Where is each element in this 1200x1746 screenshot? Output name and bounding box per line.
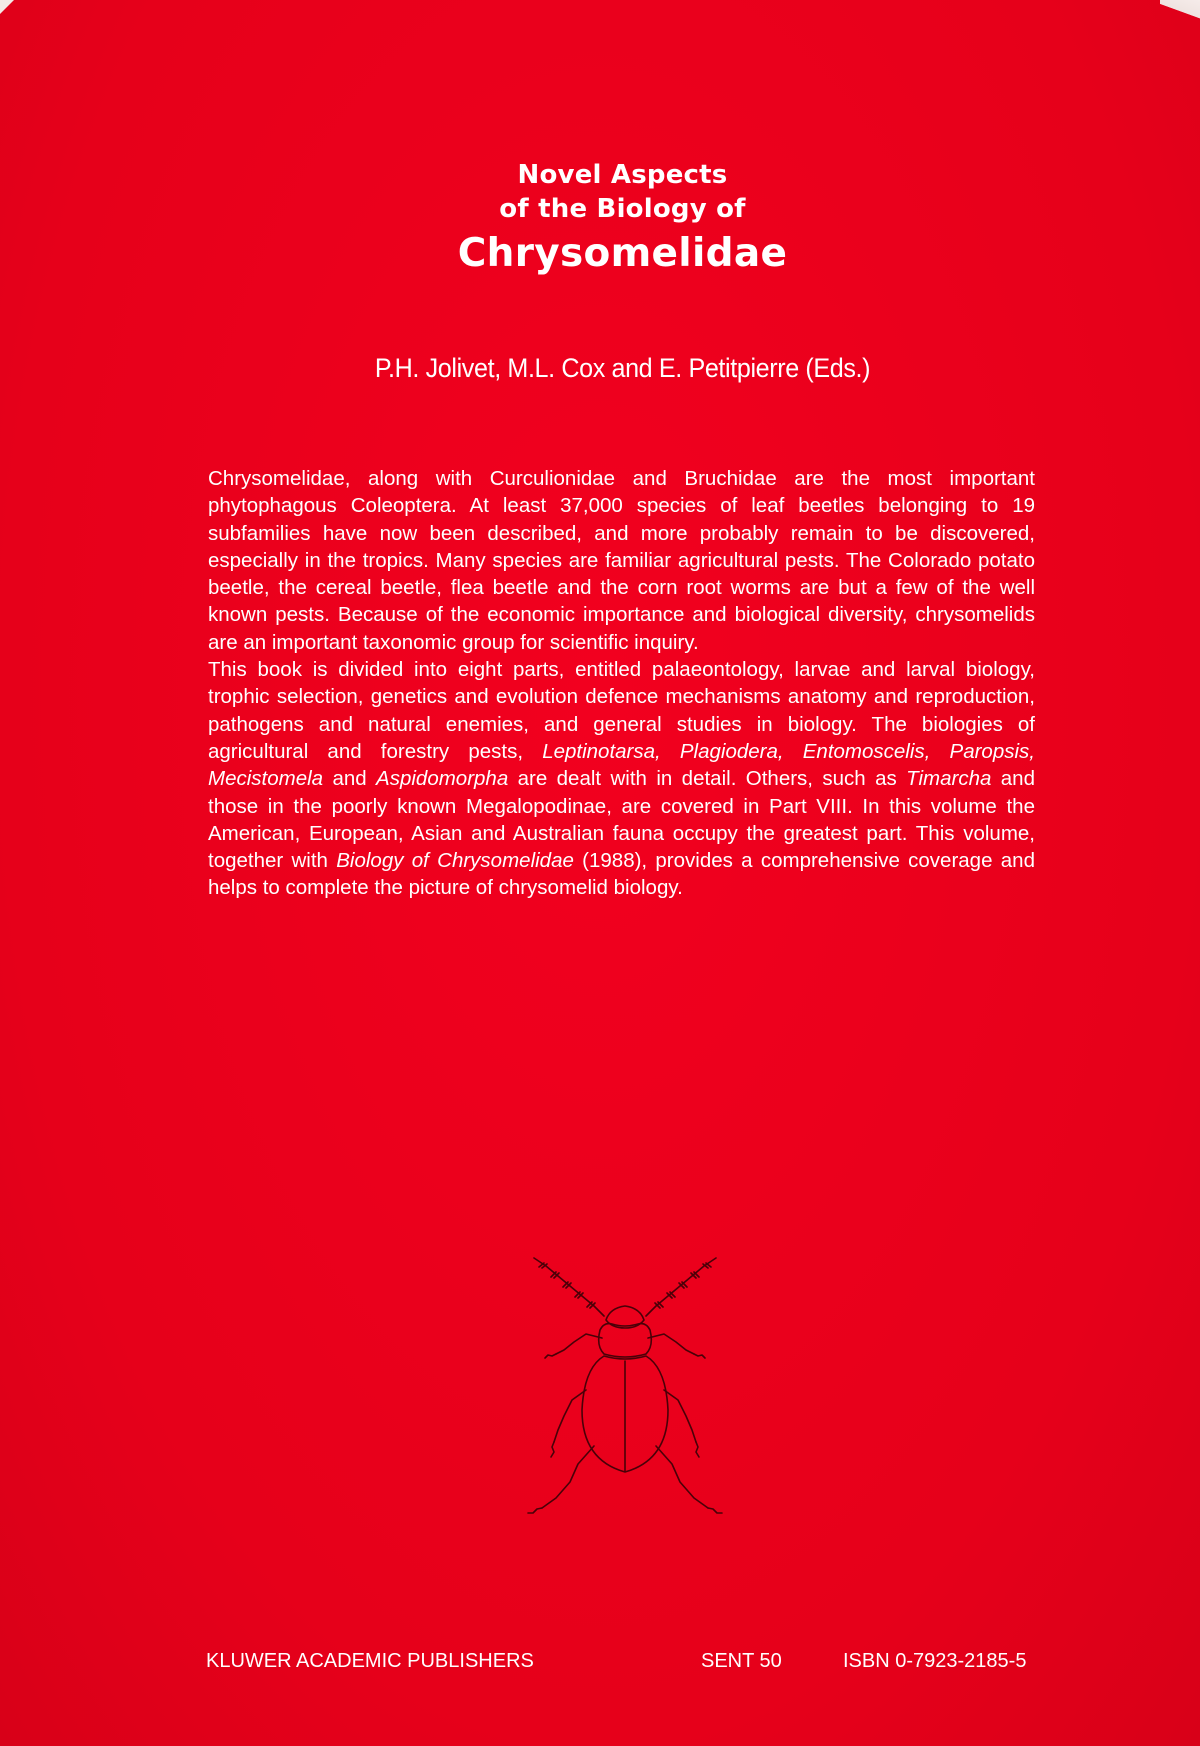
footer xyxy=(0,1648,1200,1674)
blurb-p2-book-title: Biology of Chrysomelidae xyxy=(336,849,574,873)
editors: P.H. Jolivet, M.L. Cox and E. Petitpierre (Eds.) xyxy=(374,353,871,383)
antenna-right xyxy=(646,1258,716,1316)
blurb-p2-genus-aspidomorpha: Aspidomorpha xyxy=(376,767,509,791)
front-legs xyxy=(545,1334,705,1358)
blurb-p2-part-b: and xyxy=(323,767,377,791)
title-line-1: Novel Aspects xyxy=(517,160,728,190)
series-code: SENT 50 xyxy=(701,1650,782,1672)
blurb-paragraph-1: Chrysomelidae, along with Curculionidae and Bruchidae are the most important phytophagous Coleoptera. At least 37,000 species of leaf beetles belonging to 19 subfamilies have now been described, and more probably remain to be discovered, especially in the tropics. Many species are familiar agricultural pests. The Colorado potato beetle, the cereal beetle, flea beetle and the corn root worms are but a few of the well known pests. Because of the economic importance and biological diversity, chrysomelids are an important taxonomic group for scientific inquiry. xyxy=(208,467,1035,654)
book-title xyxy=(0,158,1200,280)
blurb-paragraph-2 xyxy=(208,656,1035,902)
publisher-name: KLUWER ACADEMIC PUBLISHERS xyxy=(206,1650,534,1672)
blurb-p2-part-c: are dealt with in detail. Others, such as xyxy=(508,767,907,791)
isbn: ISBN 0-7923-2185-5 xyxy=(843,1650,1027,1672)
blurb-p2-part-d: and those in the poorly known Megalopodinae, are covered in Part VIII. In this volume the American, European, Asian and Australian fauna occupy the greatest part. This volume, together with xyxy=(208,767,1035,873)
title-line-2: of the Biology of xyxy=(499,194,746,224)
blurb-p2-genus-timarcha: Timarcha xyxy=(906,767,992,791)
worn-corner-top-left xyxy=(0,0,14,14)
blurb-p2-part-e: (1988), provides a comprehensive coverage and helps to complete the picture of chrysomelid biology. xyxy=(208,849,1035,900)
worn-corner-top-right xyxy=(1160,0,1200,26)
beetle-illustration-icon xyxy=(520,1250,730,1530)
blurb-text xyxy=(208,465,1035,902)
blurb-p2-part-a: This book is divided into eight parts, entitled palaeontology, larvae and larval biology, trophic selection, genetics and evolution defence mechanisms anatomy and reproduction, pathogens and natural enemies, and general studies in biology. The biologies of agricultural and forestry pests, xyxy=(208,658,1035,763)
title-main: Chrysomelidae xyxy=(457,231,788,276)
blurb-p2-genera: Leptinotarsa, Plagiodera, Entomoscelis, Paropsis, Mecistomela xyxy=(208,739,1035,791)
antenna-left xyxy=(534,1258,604,1316)
